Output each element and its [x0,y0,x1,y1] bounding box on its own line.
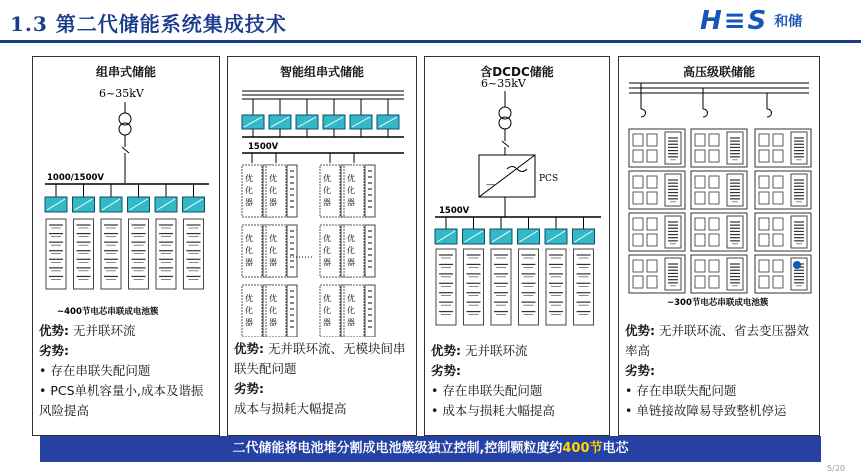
battery-cluster [727,174,743,206]
svg-text:器: 器 [323,318,331,327]
logo-mark: H≡S [700,6,769,36]
svg-text:器: 器 [245,198,253,207]
hbridge-module [691,213,747,251]
disadvantage-item: • 存在串联失配问题 [39,363,151,378]
panel-text [431,341,605,421]
optimizer-module [242,225,262,277]
svg-text:优: 优 [323,234,331,243]
advantage-text: 无并联环流、无模块间串联失配问题 [234,341,406,376]
battery-cluster [365,165,375,217]
cluster-note: ~300节电芯串联成电池簇 [667,298,769,308]
svg-text:化: 化 [323,246,331,255]
title-divider [0,40,861,43]
battery-cluster [665,174,681,206]
dcdc-diagram [425,57,609,341]
switch-icon [502,141,509,147]
advantage-label: 优势: [234,341,264,356]
battery-cluster [546,249,566,325]
string-storage-diagram [33,57,219,319]
optimizer-module [242,165,262,217]
optimizer-module [344,285,364,337]
voltage-label: 6~35kV [481,77,526,90]
battery-cluster [287,285,297,337]
battery-cluster [727,216,743,248]
optimizer-module [242,285,262,337]
company-logo [700,6,802,36]
battery-cluster [287,225,297,277]
banner-suffix: 电芯 [602,441,629,456]
svg-text:优: 优 [347,294,355,303]
hbridge-module [691,129,747,167]
logo-name: 和储 [774,14,803,30]
optimizer-module [344,225,364,277]
bus-voltage-label: 1000/1500V [47,173,104,183]
voltage-label: 6~35kV [99,87,144,100]
disadvantage-item: • 单链接故障易导致整机停运 [625,403,787,418]
optimizer-module [266,285,286,337]
optimizer-module [344,165,364,217]
battery-cluster [791,132,807,164]
banner-highlight: 400节 [562,441,603,456]
hbridge-module [629,171,685,209]
battery-cluster [519,249,539,325]
svg-text:器: 器 [347,198,355,207]
panel-cascaded-storage [618,56,820,436]
svg-text:器: 器 [323,258,331,267]
svg-text:化: 化 [269,306,277,315]
battery-cluster [101,219,121,289]
battery-cluster [665,132,681,164]
svg-text:器: 器 [269,258,277,267]
battery-cluster [365,285,375,337]
battery-cluster [46,219,66,289]
panel-string-storage [32,56,220,436]
disadvantage-item: 成本与损耗大幅提高 [234,401,347,416]
hbridge-module [755,171,811,209]
disadvantage-item: • 存在串联失配问题 [431,383,543,398]
disadvantage-item: • 存在串联失配问题 [625,383,737,398]
battery-cluster [791,216,807,248]
battery-cluster [491,249,511,325]
battery-cluster [129,219,149,289]
disadvantage-label: 劣势: [234,381,264,396]
optimizer-modules [242,153,375,337]
battery-clusters [436,249,594,325]
svg-text:优: 优 [323,174,331,183]
svg-text:优: 优 [347,234,355,243]
svg-text:化: 化 [245,246,253,255]
battery-cluster [74,219,94,289]
advantage-label: 优势: [39,323,69,338]
battery-clusters [46,219,204,289]
optimizer-module [320,285,340,337]
svg-text:器: 器 [245,318,253,327]
svg-text:优: 优 [245,234,253,243]
battery-cluster [727,258,743,290]
disadvantage-label: 劣势: [625,363,655,378]
hbridge-module [629,213,685,251]
disadvantage-item: • PCS单机容量小,成本及谐振风险提高 [39,383,204,418]
battery-cluster [184,219,204,289]
svg-text:化: 化 [245,186,253,195]
svg-text:化: 化 [245,306,253,315]
bus-voltage-label: 1500V [439,206,470,216]
svg-text:化: 化 [323,186,331,195]
svg-text:器: 器 [323,198,331,207]
optimizer-module [266,165,286,217]
svg-text:优: 优 [269,234,277,243]
svg-text:优: 优 [245,174,253,183]
disadvantage-item: • 成本与损耗大幅提高 [431,403,555,418]
advantage-label: 优势: [625,323,655,338]
page-title: 1.3 第二代储能系统集成技术 [10,12,287,36]
battery-cluster [365,225,375,277]
hbridge-module [755,255,811,293]
svg-text:—: — [486,180,495,190]
hbridge-module [755,129,811,167]
battery-cluster [665,216,681,248]
battery-cluster [665,258,681,290]
svg-text:优: 优 [269,174,277,183]
svg-text:优: 优 [269,294,277,303]
advantage-label: 优势: [431,343,461,358]
battery-cluster [727,132,743,164]
panel-smart-string-storage [227,56,417,436]
svg-text:化: 化 [347,186,355,195]
svg-text:器: 器 [245,258,253,267]
panel-text [625,321,815,421]
panel-title: 高压级联储能 [682,65,755,79]
svg-text:器: 器 [269,198,277,207]
panel-title: 组串式储能 [95,65,156,79]
cascaded-diagram [619,57,819,319]
svg-text:优: 优 [347,174,355,183]
hbridge-module [691,255,747,293]
cluster-note: ~400节电芯串联成电池簇 [57,307,159,317]
summary-banner [40,436,821,462]
optimizer-module [320,165,340,217]
pcs-units [242,99,399,137]
hbridge-modules [629,83,811,293]
panel-text [39,321,215,421]
pcs-units [45,184,205,212]
battery-cluster [287,165,297,217]
optimizer-module [266,225,286,277]
svg-text:化: 化 [347,246,355,255]
panel-dcdc-storage [424,56,610,436]
advantage-text: 无并联环流 [72,323,136,338]
svg-text:化: 化 [269,186,277,195]
panel-text [234,339,412,419]
switch-icon [122,147,129,153]
svg-text:优: 优 [245,294,253,303]
advantage-text: 无并联环流 [464,343,528,358]
svg-text:化: 化 [323,306,331,315]
battery-cluster [574,249,594,325]
hbridge-module [629,255,685,293]
svg-text:化: 化 [269,246,277,255]
hbridge-module [755,213,811,251]
svg-text:器: 器 [269,318,277,327]
disadvantage-label: 劣势: [39,343,69,358]
battery-cluster [436,249,456,325]
svg-text:器: 器 [347,258,355,267]
advantage-text: 无并联环流、省去变压器效率高 [625,323,809,358]
hbridge-module [629,129,685,167]
banner-text: 二代储能将电池堆分割成电池簇级独立控制,控制颗粒度约 [232,441,563,456]
optimizer-module [320,225,340,277]
page-number: 5/20 [827,464,845,473]
panel-title: 含DCDC储能 [480,65,554,79]
disadvantage-label: 劣势: [431,363,461,378]
hbridge-module [691,171,747,209]
bus-voltage-label: 1500V [248,142,279,152]
smart-string-diagram [228,57,416,337]
battery-cluster [156,219,176,289]
svg-text:化: 化 [347,306,355,315]
pcs-label: PCS [539,174,559,184]
dcdc-units [435,217,595,244]
svg-text:优: 优 [323,294,331,303]
svg-text:器: 器 [347,318,355,327]
panel-title: 智能组串式储能 [279,65,364,79]
battery-cluster [464,249,484,325]
battery-cluster [791,174,807,206]
